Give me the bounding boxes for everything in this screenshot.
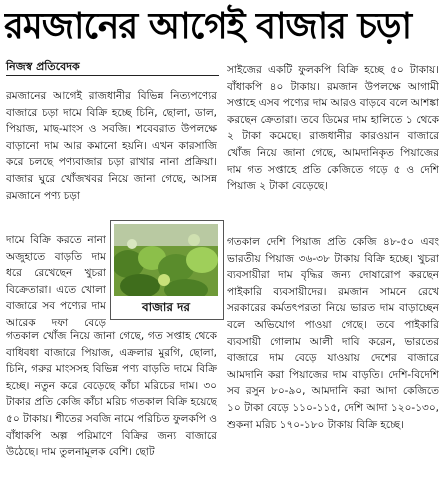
article-column-right-top [227,62,439,234]
article-text: সাইজের একটি ফুলকপি বিক্রি হচ্ছে ৫০ টাকায়। বাঁধাকপি ৪০ টাকায়। রমজান উপলক্ষে আগামী সপ্তাহে এসব পণ্যের দাম আরও বাড়বে বলে আশঙ্কা করছেন ক্রেতারা। তবে ডিমের দাম হালিতে ১ থেকে ২ টাকা কমেছে। রাজধানীর কারওয়ান বাজারে খোঁজ নিয়ে জানা গেছে, আমদানিকৃত পিয়াজের দাম গত সপ্তাহে প্রতি কেজিতে গড়ে ৫ ও দেশি পিয়াজ ২ টাকা বেড়েছে। [227,64,439,193]
article-column-left-mid [6,232,106,328]
photo-box [110,220,224,320]
byline: নিজস্ব প্রতিবেদক [6,60,80,73]
article-text: রমজানের আগেই রাজধানীর বিভিন্ন নিত্যপণ্যের বাজারে চড়া দামে বিক্রি হচ্ছে চিনি, ছোলা, ডাল, পিয়াজ, মাছ-মাংস ও সবজি। শবেবরাত উপলক্ষে বাড়ানো দাম আর কমানো হয়নি। এখন কারসাজি করে চলছে পণ্যবাজার চড়া রাখার নানা প্রক্রিয়া। বাজার ঘুরে খোঁজখবর নিয়ে জানা গেছে, আসন্ন রমজানে পণ্য চড়া [6,90,217,202]
article-text: গতকাল দেশি পিয়াজ প্রতি কেজি ৪৮-৫০ এবং ভারতীয় পিয়াজ ৩৬-৩৮ টাকায় বিক্রি হচ্ছে। খুচরা ব্যবসায়ীরা দাম বৃদ্ধির জন্য দোষারোপ করছেন পাইকারি ব্যবসায়ীদের। রমজান সামনে রেখে সরকারের কর্মতৎপরতা নিয়ে ভারত দাম বাড়াচ্ছেন বলে অভিযোগ পাওয়া গেছে। তবে পাইকারি ব্যবসায়ী গোলাম আলী দাবি করেন, ভারতের বাজারে দাম বেড়ে যাওয়ায় দেশের বাজারে আমদানি করা পিয়াজের দাম বাড়তি। দেশি-বিদেশি সব রসুন ৮০-৯০, আমদানি করা আদা কেজিতে ১০ টাকা বেড়ে ১১০-১১৫, দেশি আদা ১২০-১৩০, শুকনা মরিচ ১৭০-১৮০ টাকায় বিক্রি হচ্ছে। [227,236,439,431]
headline: রমজানের আগেই বাজার চড়া [4,6,412,47]
article-column-right-bottom [227,234,439,480]
photo-caption: বাজার দর [141,300,191,314]
article-column-left-bottom [6,328,217,480]
article-column-left-top [6,88,217,232]
vegetable-photo [114,224,218,296]
article-text: গতকাল খোঁজ নিয়ে জানা গেছে, গত সপ্তাহ থেকে বাধিবধা বাজারে পিয়াজ, এক্রলার মুরগি, ছোলা, চিনি, গরুর মাংসসহ বিভিন্ন পণ্য বাড়তি দামে বিক্রি হচ্ছে। নতুন করে বেড়েছে কাঁচা মরিচের দাম। ৩০ টাকার প্রতি কেজি কাঁচা মরিচ গতকাল বিক্রি হয়েছে ৫০ টাকায়। শীতের সবজি নামে পরিচিত ফুলকপি ও বাঁধাকপি অল্প পরিমাণে বিক্রির জন্য বাজারে উঠেছে। দাম তুলনামূলক বেশি। ছোট [6,330,217,459]
article-text: দামে বিক্রি করতে নানা অজুহাতে বাড়তি দাম ধরে রেখেছেন খুচরা বিক্রেতারা। এতে খোলা বাজারে সব পণ্যের দাম আরেক দফা বেড়ে [6,234,106,328]
vegetable-illustration [114,224,218,296]
byline-rule [6,75,219,76]
